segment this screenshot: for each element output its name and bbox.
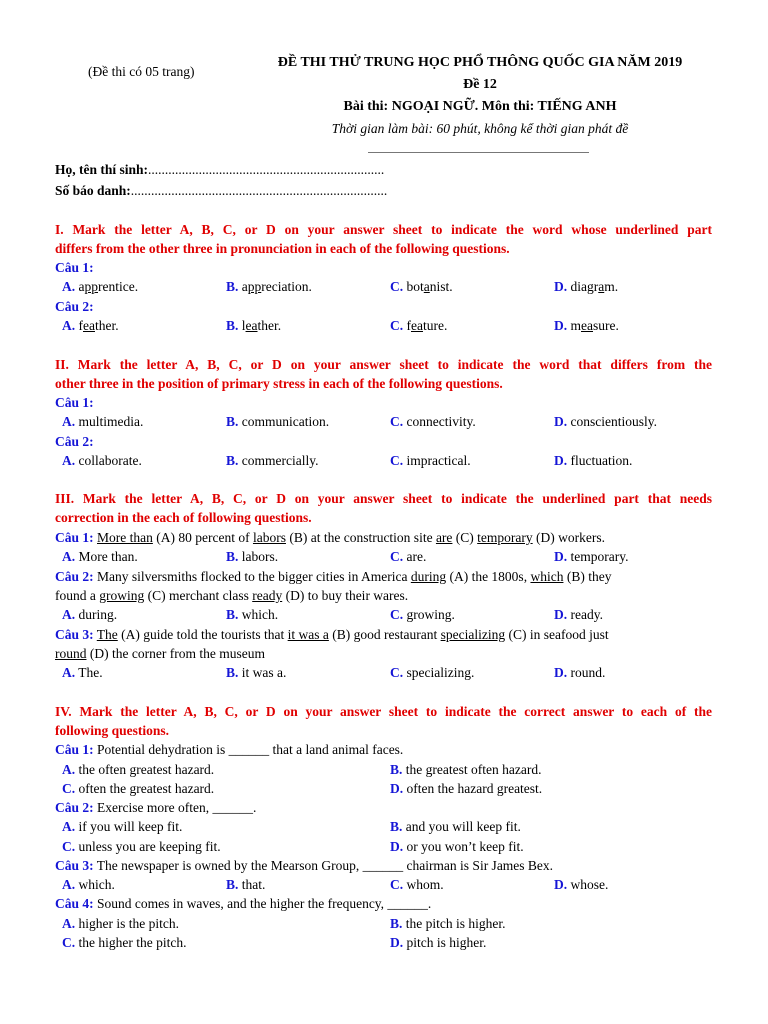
student-name-label: Họ, tên thí sinh:: [55, 162, 149, 177]
s3-q1-option-b[interactable]: B. labors.: [226, 549, 279, 564]
s1-q2-option-c[interactable]: C. feature.: [390, 318, 448, 333]
s3-q1-option-d[interactable]: D. temporary.: [554, 549, 629, 564]
s2-q1-label: Câu 1:: [55, 395, 94, 410]
s1-q1-label: Câu 1:: [55, 260, 94, 275]
s2-q2-label: Câu 2:: [55, 434, 94, 449]
s1-q2-label: Câu 2:: [55, 299, 94, 314]
s1-q1-option-c[interactable]: C. botanist.: [390, 279, 453, 294]
s4-q2-option-a[interactable]: A. if you will keep fit.: [62, 819, 183, 834]
s4-q4-option-b[interactable]: B. the pitch is higher.: [390, 916, 506, 931]
section-4-instruction-line2: following questions.: [55, 723, 170, 738]
s3-q3-stem-line1: Câu 3: The (A) guide told the tourists that it was a (B) good restaurant specializing (C) in seafood just: [55, 627, 609, 642]
s4-q2-stem: Câu 2: Exercise more often, ______.: [55, 800, 257, 815]
s4-q3-stem: Câu 3: The newspaper is owned by the Mearson Group, ______ chairman is Sir James Bex.: [55, 858, 554, 873]
s3-q3-option-d[interactable]: D. round.: [554, 665, 606, 680]
s2-q1-option-a[interactable]: A. multimedia.: [62, 414, 144, 429]
s3-q2-option-b[interactable]: B. which.: [226, 607, 279, 622]
s3-q2-stem-line2: found a growing (C) merchant class ready (D) to buy their wares.: [55, 588, 409, 603]
s2-q2-option-c[interactable]: C. impractical.: [390, 453, 471, 468]
student-id-label: Số báo danh:: [55, 183, 131, 198]
s4-q4-option-a[interactable]: A. higher is the pitch.: [62, 916, 179, 931]
s3-q2-option-d[interactable]: D. ready.: [554, 607, 603, 622]
s4-q2-option-c[interactable]: C. unless you are keeping fit.: [62, 839, 221, 854]
s4-q4-stem: Câu 4: Sound comes in waves, and the higher the frequency, ______.: [55, 896, 432, 911]
s4-q1-option-d[interactable]: D. often the hazard greatest.: [390, 781, 543, 796]
s4-q3-option-d[interactable]: D. whose.: [554, 877, 609, 892]
section-1-instruction-line1: I. Mark the letter A, B, C, or D on your answer sheet to indicate the word whose underlined part: [55, 222, 712, 237]
s4-q1-option-b[interactable]: B. the greatest often hazard.: [390, 762, 542, 777]
s3-q2-option-a[interactable]: A. during.: [62, 607, 118, 622]
s2-q1-option-d[interactable]: D. conscientiously.: [554, 414, 657, 429]
s4-q1-stem: Câu 1: Potential dehydration is ______ that a land animal faces.: [55, 742, 404, 757]
s1-q2-option-b[interactable]: B. leather.: [226, 318, 282, 333]
s2-q2-option-d[interactable]: D. fluctuation.: [554, 453, 633, 468]
s3-q3-option-b[interactable]: B. it was a.: [226, 665, 287, 680]
s4-q3-option-a[interactable]: A. which.: [62, 877, 115, 892]
section-3-instruction-line1: III. Mark the letter A, B, C, or D on your answer sheet to indicate the underlined part that needs: [55, 491, 712, 506]
s4-q2-option-d[interactable]: D. or you won’t keep fit.: [390, 839, 524, 854]
s4-q3-option-c[interactable]: C. whom.: [390, 877, 444, 892]
exam-code: Đề 12: [463, 77, 497, 92]
student-id-dots: ............................................................................: [130, 183, 388, 198]
s4-q4-option-c[interactable]: C. the higher the pitch.: [62, 935, 187, 950]
student-id-row: [55, 183, 387, 199]
pages-note: (Đề thi có 05 trang): [88, 64, 195, 79]
section-2-instruction-line2: other three in the position of primary stress in each of the following questions.: [55, 376, 503, 391]
exam-title: ĐỀ THI THỬ TRUNG HỌC PHỔ THÔNG QUỐC GIA NĂM 2019: [277, 55, 683, 70]
s2-q1-option-c[interactable]: C. connectivity.: [390, 414, 476, 429]
s3-q1-option-c[interactable]: C. are.: [390, 549, 427, 564]
student-name-dots: ......................................................................: [148, 162, 385, 177]
s3-q3-option-c[interactable]: C. specializing.: [390, 665, 475, 680]
section-3-instruction-line2: correction in the each of following questions.: [55, 510, 312, 525]
section-2-instruction-line1: II. Mark the letter A, B, C, or D on your answer sheet to indicate the word that differs from the: [55, 357, 712, 372]
s3-q1-stem: Câu 1: More than (A) 80 percent of labors (B) at the construction site are (C) temporary (D) workers.: [55, 530, 606, 545]
s4-q1-option-c[interactable]: C. often the greatest hazard.: [62, 781, 215, 796]
s3-q3-option-a[interactable]: A. The.: [62, 665, 103, 680]
s1-q2-option-a[interactable]: A. feather.: [62, 318, 119, 333]
section-4-instruction-line1: IV. Mark the letter A, B, C, or D on your answer sheet to indicate the correct answer to each of the: [55, 704, 712, 719]
s2-q2-option-b[interactable]: B. commercially.: [226, 453, 319, 468]
s4-q4-option-d[interactable]: D. pitch is higher.: [390, 935, 487, 950]
s3-q2-stem-line1: Câu 2: Many silversmiths flocked to the bigger cities in America during (A) the 1800s, which (B) they: [55, 569, 612, 584]
student-name-row: [55, 162, 384, 178]
header-divider: [368, 152, 589, 153]
s2-q2-option-a[interactable]: A. collaborate.: [62, 453, 142, 468]
s1-q1-option-a[interactable]: A. apprentice.: [62, 279, 139, 294]
s3-q3-stem-line2: round (D) the corner from the museum: [55, 646, 265, 661]
time-line: Thời gian làm bài: 60 phút, không kể thời gian phát đề: [331, 121, 629, 136]
subject-line: Bài thi: NGOẠI NGỮ. Môn thi: TIẾNG ANH: [343, 99, 617, 114]
s1-q1-option-d[interactable]: D. diagram.: [554, 279, 619, 294]
section-1-instruction-line2: differs from the other three in pronunciation in each of the following questions.: [55, 241, 510, 256]
s4-q2-option-b[interactable]: B. and you will keep fit.: [390, 819, 521, 834]
s4-q3-option-b[interactable]: B. that.: [226, 877, 266, 892]
s3-q2-option-c[interactable]: C. growing.: [390, 607, 455, 622]
s4-q1-option-a[interactable]: A. the often greatest hazard.: [62, 762, 215, 777]
s3-q1-option-a[interactable]: A. More than.: [62, 549, 138, 564]
s1-q1-option-b[interactable]: B. appreciation.: [226, 279, 312, 294]
s1-q2-option-d[interactable]: D. measure.: [554, 318, 619, 333]
s2-q1-option-b[interactable]: B. communication.: [226, 414, 330, 429]
